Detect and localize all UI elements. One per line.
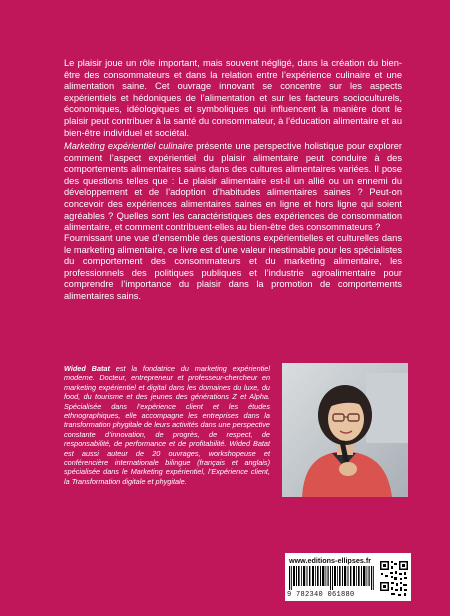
barcode-icon xyxy=(289,566,375,590)
barcode-panel xyxy=(285,553,411,601)
author-portrait-icon xyxy=(282,363,408,497)
overview-paragraph: Fournissant une vue d’ensemble des questions expérientielles et culturelles dans le marketing alimentaire, ce livre est d’une valeur inestimable pour les spécialistes du comportement des consommateurs et du marketing alimentaire, les professionnels des politiques publiques et l’industrie agroalimentaire pour comprendre l’importance du plaisir dans la promotion de comportements alimentaires sains. xyxy=(64,233,402,301)
qr-code-icon[interactable] xyxy=(379,556,409,598)
author-bio-text: est la fondatrice du marketing expérientiel moderne. Docteur, entrepreneur et professeur-chercheur en marketing expérientiel et digital dans les domaines du luxe, du food, du tourisme et des jeunes des générations Z et Alpha. Spécialisée dans l’expérience client et les études ethnographiques, elle accompagne les entreprises dans la transformation phygitale de leurs activités dans une perspective constante d’innovation, de progrès, de respect, de responsabilité, de performance et de profitabilité. Wided Batat est aussi auteur de 20 ouvrages, workshopeuse et conférencière internationale bilingue (français et anglais) spécialisée dans le Marketing expérientiel, l’Expérience client, la Transformation digitale et phygitale. xyxy=(64,364,270,486)
author-bio xyxy=(64,364,270,486)
author-name: Wided Batat xyxy=(64,364,110,373)
author-photo xyxy=(282,363,408,497)
description-paragraph xyxy=(64,141,402,234)
book-title-italic: Marketing expérientiel culinaire xyxy=(64,141,194,151)
description-body: présente une perspective holistique pour explorer comment l’aspect expérientiel du plaisir alimentaire peut conduire à des comportements alimentaires sains dans des cultures alimentaires variées. Il pose des questions telles que : Le plaisir alimentaire est-il un allié ou un ennemi du développement et de l’adoption d’habitudes alimentaires saines ? Peut-on concevoir des expériences alimentaires saines en ligne et hors ligne qui soient agréables ? Quelles sont les caractéristiques des expériences de consommation alimentaire, et comment contribuent-elles au bien-être des consommateurs ? xyxy=(64,141,402,233)
intro-paragraph: Le plaisir joue un rôle important, mais souvent négligé, dans la création du bien-être des consommateurs et dans la relation entre l’expérience culinaire et une alimentation saine. Cet ouvrage innovant se concentre sur les aspects expérientiels et hédoniques de l’alimentation et sur les facteurs socioculturels, économiques, idéologiques et symboliques qui influencent la manière dont le plaisir peut contribuer à la santé du consommateur, à l’éducation alimentaire et au bien-être individuel et sociétal. xyxy=(64,58,402,138)
publisher-website[interactable]: www.editions-ellipses.fr xyxy=(289,556,372,565)
isbn-number: 9 782340 061880 xyxy=(287,591,355,599)
